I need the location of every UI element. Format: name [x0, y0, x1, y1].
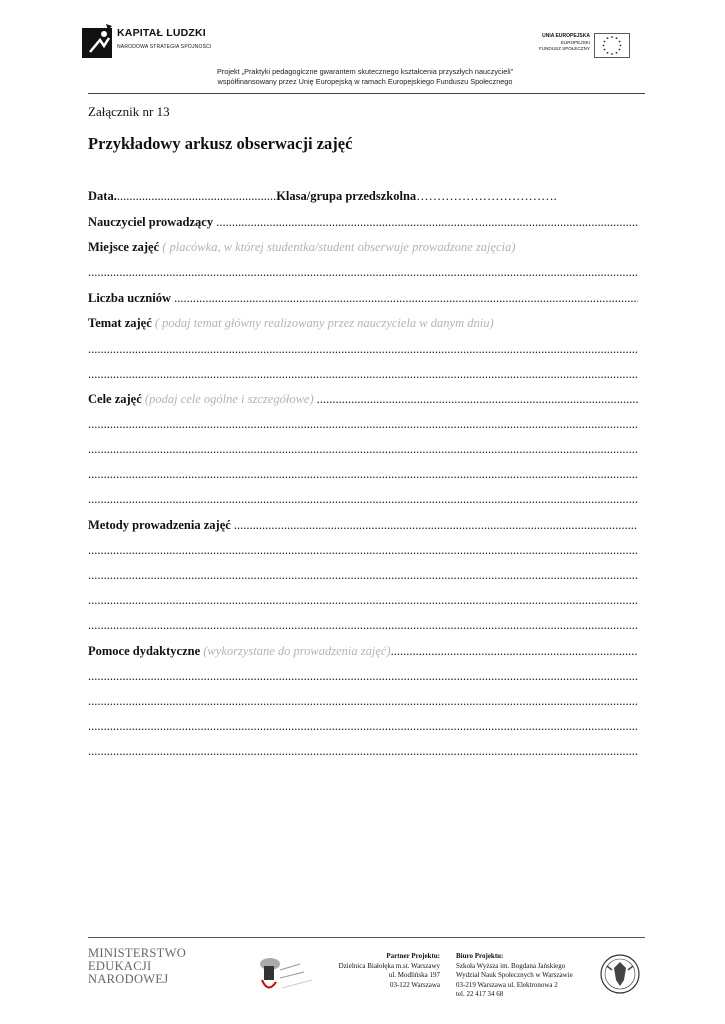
dotted-line[interactable] — [88, 441, 638, 457]
eu-label — [520, 33, 590, 53]
dotted-line[interactable] — [88, 542, 638, 558]
liczba-dots — [174, 291, 638, 305]
program-subtitle: NARODOWA STRATEGIA SPÓJNOŚCI — [117, 44, 212, 50]
document-title: Przykładowy arkusz obserwacji zajęć — [88, 134, 353, 153]
pomoce-dots — [391, 644, 638, 658]
ministry-line3: NARODOWEJ — [88, 972, 169, 986]
biuro-heading: Biuro Projektu: — [456, 952, 504, 960]
klasa-dots: ……………………………. — [416, 189, 557, 203]
ministry-line1: MINISTERSTWO — [88, 946, 187, 960]
project-line1: Projekt „Praktyki pedagogiczne gwarantem skutecznego kształcenia przyszłych nauczycieli” — [216, 67, 514, 76]
dotted-line[interactable] — [88, 466, 638, 482]
field-data-klasa[interactable] — [88, 188, 638, 204]
biuro-line2: Wydział Nauk Społecznych w Warszawie — [456, 971, 573, 979]
biuro-line3: 03-219 Warszawa ul. Elektronowa 2 — [456, 980, 558, 989]
eu-flag-icon — [594, 33, 630, 58]
temat-label: Temat zajęć — [88, 316, 152, 330]
partner-info — [300, 952, 440, 990]
metody-dots — [234, 518, 638, 532]
cele-label: Cele zajęć — [88, 392, 142, 406]
kapital-ludzki-logo — [82, 22, 116, 60]
eu-line2: EUROPEJSKI — [560, 39, 590, 45]
dotted-line[interactable] — [88, 617, 638, 633]
eu-line1: UNIA EUROPEJSKA — [542, 33, 590, 39]
dotted-line[interactable] — [88, 264, 638, 280]
data-dots: ................................................... — [116, 189, 277, 203]
ministry-logo — [88, 947, 186, 986]
dotted-line[interactable] — [88, 567, 638, 583]
dotted-line[interactable] — [88, 416, 638, 432]
dotted-line[interactable] — [88, 341, 638, 357]
cele-hint: (podaj cele ogólne i szczegółowe) — [144, 392, 314, 406]
pomoce-label: Pomoce dydaktyczne — [88, 644, 201, 658]
dotted-line[interactable] — [88, 668, 638, 684]
partner-line1: Dzielnica Białołęka m.st. Warszawy — [338, 961, 440, 970]
field-miejsce[interactable] — [88, 239, 638, 255]
metody-label: Metody prowadzenia zajęć — [88, 518, 231, 532]
temat-hint: ( podaj temat główny realizowany przez nauczyciela w danym dniu) — [154, 316, 494, 330]
liczba-label: Liczba uczniów — [88, 291, 171, 305]
biuro-line4: tel. 22 417 34 68 — [456, 990, 504, 998]
miejsce-label: Miejsce zajęć — [88, 240, 160, 254]
nauczyciel-label: Nauczyciel prowadzący — [88, 215, 214, 229]
university-seal-icon — [599, 950, 641, 998]
partner-heading: Partner Projektu: — [386, 952, 440, 960]
biuro-info — [456, 952, 596, 1000]
dotted-line[interactable] — [88, 693, 638, 709]
pomoce-hint: (wykorzystane do prowadzenia zajęć) — [203, 644, 391, 658]
dotted-line[interactable] — [88, 743, 638, 759]
footer-divider — [88, 937, 645, 938]
dotted-line[interactable] — [88, 366, 638, 382]
dotted-line[interactable] — [88, 718, 638, 734]
ministry-line2: EDUKACJI — [88, 959, 152, 973]
data-label: Data. — [88, 189, 117, 203]
field-metody[interactable] — [88, 517, 638, 533]
klasa-label: Klasa/grupa przedszkolna — [276, 189, 417, 203]
field-liczba[interactable] — [88, 290, 638, 306]
project-info — [150, 67, 580, 87]
project-line2: współfinansowany przez Unię Europejską w ramach Europejskiego Funduszu Społecznego — [217, 77, 513, 86]
field-nauczyciel[interactable] — [88, 214, 638, 230]
dotted-line[interactable] — [88, 592, 638, 608]
eu-line3: FUNDUSZ SPOŁECZNY — [538, 46, 590, 51]
dotted-line[interactable] — [88, 491, 638, 507]
biuro-line1: Szkoła Wyższa im. Bogdana Jańskiego — [456, 961, 566, 970]
field-cele[interactable] — [88, 391, 638, 407]
partner-line2: ul. Modlińska 197 — [388, 971, 440, 979]
miejsce-hint: ( placówka, w której studentka/student obserwuje prowadzone zajęcia) — [162, 240, 516, 254]
partner-line3: 03-122 Warszawa — [389, 980, 440, 989]
program-title: KAPITAŁ LUDZKI — [117, 27, 206, 39]
field-pomoce[interactable] — [88, 643, 638, 659]
header-divider — [88, 93, 645, 94]
cele-dots — [317, 392, 638, 406]
field-temat[interactable] — [88, 315, 638, 331]
annex-label: Załącznik nr 13 — [88, 104, 170, 119]
